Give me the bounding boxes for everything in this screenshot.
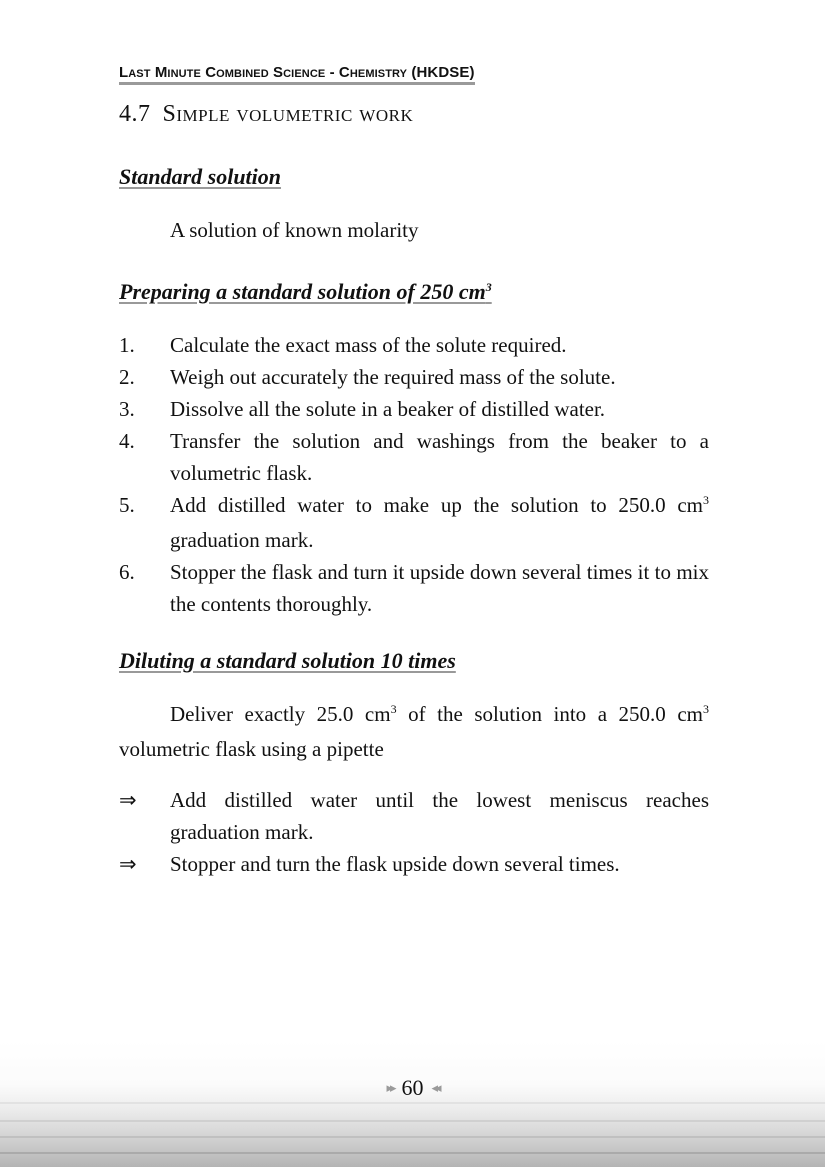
list-item-text: Stopper the flask and turn it upside down several times it to mix the contents thoroughly. xyxy=(170,560,709,616)
list-item-text-after: graduation mark. xyxy=(170,528,314,552)
list-item xyxy=(119,361,709,393)
list-item xyxy=(119,848,709,880)
list-marker: 2. xyxy=(119,365,135,389)
diluting-text-3: volumetric flask using a pipette xyxy=(119,737,384,761)
list-item xyxy=(119,329,709,361)
implies-arrow-icon: ⇒ xyxy=(119,852,137,876)
standard-solution-definition: A solution of known molarity xyxy=(170,218,419,242)
footer-stripe xyxy=(0,1136,825,1138)
footer-stripe xyxy=(0,1102,825,1104)
list-item xyxy=(119,393,709,425)
implies-arrow-icon: ⇒ xyxy=(119,788,137,812)
standard-solution-heading: Standard solution xyxy=(119,164,282,189)
footer-stripe xyxy=(0,1152,825,1154)
list-item-text: Add distilled water to make up the solution to 250.0 cm xyxy=(170,493,703,517)
list-item-text: Add distilled water until the lowest meniscus reaches graduation mark. xyxy=(170,788,709,844)
section-title xyxy=(119,101,413,128)
list-item xyxy=(119,425,709,489)
list-item-text: Calculate the exact mass of the solute required. xyxy=(170,333,567,357)
preparing-heading-text: Preparing a standard solution of 250 cm xyxy=(119,279,486,304)
list-marker: 5. xyxy=(119,493,135,517)
double-arrow-right-icon: ▸▸ xyxy=(386,1080,394,1095)
list-item xyxy=(119,556,709,620)
diluting-heading: Diluting a standard solution 10 times xyxy=(119,648,456,673)
preparing-heading xyxy=(119,279,492,305)
list-item-text: Transfer the solution and washings from the beaker to a volumetric flask. xyxy=(170,429,709,485)
list-marker: 6. xyxy=(119,560,135,584)
superscript: 3 xyxy=(703,493,709,507)
page-number: 60 xyxy=(401,1075,424,1100)
list-marker: 1. xyxy=(119,333,135,357)
list-item xyxy=(119,784,709,848)
preparing-heading-sup: 3 xyxy=(485,280,492,294)
double-arrow-left-icon: ◂◂ xyxy=(431,1080,439,1095)
footer-gradient-band xyxy=(0,1040,825,1167)
diluting-text-2: of the solution into a 250.0 cm xyxy=(396,702,703,726)
superscript: 3 xyxy=(703,702,709,716)
section-title-text: Simple volumetric work xyxy=(162,101,414,127)
preparation-steps-list xyxy=(119,329,709,620)
diluting-paragraph xyxy=(119,698,709,765)
list-item xyxy=(119,489,709,556)
list-marker: 3. xyxy=(119,397,135,421)
list-item-text: Stopper and turn the flask upside down several times. xyxy=(170,852,620,876)
page-number-footer xyxy=(0,1075,825,1101)
list-item-text: Dissolve all the solute in a beaker of distilled water. xyxy=(170,397,606,421)
diluting-text-1: Deliver exactly 25.0 cm xyxy=(170,702,391,726)
list-item-content xyxy=(170,489,709,556)
footer-stripe xyxy=(0,1120,825,1122)
superscript: 3 xyxy=(390,702,397,716)
running-header: Last Minute Combined Science - Chemistry (HKDSE) xyxy=(119,64,475,85)
dilution-steps-list xyxy=(119,784,709,880)
list-marker: 4. xyxy=(119,429,135,453)
list-item-text: Weigh out accurately the required mass of the solute. xyxy=(170,365,616,389)
section-number: 4.7 xyxy=(119,101,151,127)
